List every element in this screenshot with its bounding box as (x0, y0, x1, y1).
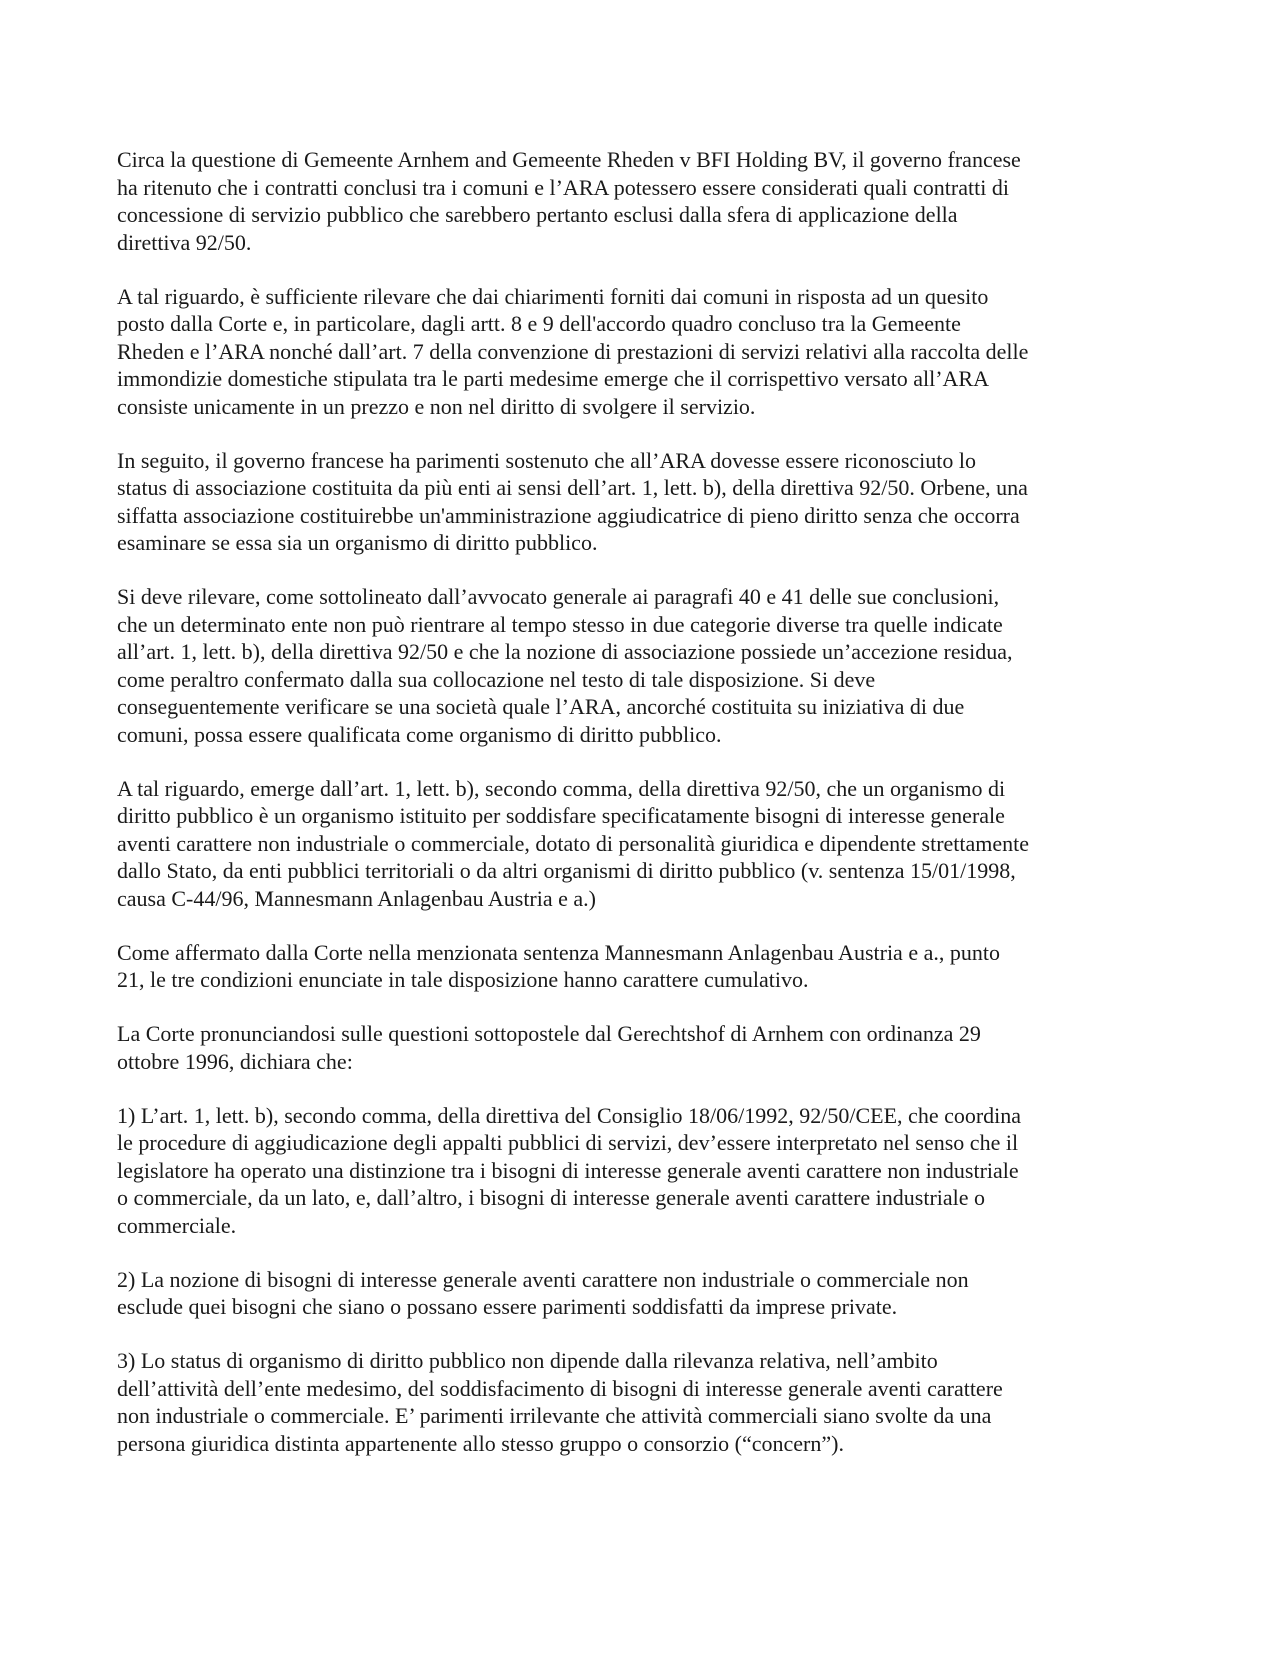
paragraph-7: La Corte pronunciandosi sulle questioni sottopostele dal Gerechtshof di Arnhem con ordinanza 29 ottobre 1996, dichiara che: (117, 1021, 981, 1074)
paragraph-5: A tal riguardo, emerge dall’art. 1, lett. b), secondo comma, della direttiva 92/50, che un organismo di diritto pubblico è un organismo istituito per soddisfare specificatamente bisogni di interesse generale aventi carattere non industriale o commerciale, dotato di personalità giuridica e dipendente strettamente dallo Stato, da enti pubblici territoriali o da altri organismi di diritto pubblico (v. sentenza 15/01/1998, causa C-44/96, Mannesmann Anlagenbau Austria e a.) (117, 775, 1030, 911)
document-page (117, 146, 1169, 1484)
paragraph-4: Si deve rilevare, come sottolineato dall’avvocato generale ai paragrafi 40 e 41 delle sue conclusioni, che un determinato ente non può rientrare al tempo stesso in due categorie diverse tra quelle indicate all’art. 1, lett. b), della direttiva 92/50 e che la nozione di associazione possiede un’accezione residua, come peraltro confermato dalla sua collocazione nel testo di tale disposizione. Si deve conseguentemente verificare se una società quale l’ARA, ancorché costituita su iniziativa di due comuni, possa essere qualificata come organismo di diritto pubblico. (117, 584, 1013, 747)
paragraph-1: Circa la questione di Gemeente Arnhem and Gemeente Rheden v BFI Holding BV, il governo francese ha ritenuto che i contratti conclusi tra i comuni e l’ARA potessero essere considerati quali contratti di concessione di servizio pubblico che sarebbero pertanto esclusi dalla sfera di applicazione della direttiva 92/50. (117, 147, 1021, 255)
paragraph-2: A tal riguardo, è sufficiente rilevare che dai chiarimenti forniti dai comuni in risposta ad un quesito posto dalla Corte e, in particolare, dagli artt. 8 e 9 dell'accordo quadro concluso tra la Gemeente Rheden e l’ARA nonché dall’art. 7 della convenzione di prestazioni di servizi relativi alla raccolta delle immondizie domestiche stipulata tra le parti medesime emerge che il corrispettivo versato all’ARA consiste unicamente in un prezzo e non nel diritto di svolgere il servizio. (117, 283, 1029, 419)
paragraph-9: 2) La nozione di bisogni di interesse generale aventi carattere non industriale o commerciale non esclude quei bisogni che siano o possano essere parimenti soddisfatti da imprese private. (117, 1266, 969, 1319)
paragraph-10: 3) Lo status di organismo di diritto pubblico non dipende dalla rilevanza relativa, nell’ambito dell’attività dell’ente medesimo, del soddisfacimento di bisogni di interesse generale aventi carattere non industriale o commerciale. E’ parimenti irrilevante che attività commerciali siano svolte da una persona giuridica distinta appartenente allo stesso gruppo o consorzio (“concern”). (117, 1348, 1003, 1456)
paragraph-6: Come affermato dalla Corte nella menzionata sentenza Mannesmann Anlagenbau Austria e a., punto 21, le tre condizioni enunciate in tale disposizione hanno carattere cumulativo. (117, 939, 1000, 992)
paragraph-3: In seguito, il governo francese ha parimenti sostenuto che all’ARA dovesse essere riconosciuto lo status di associazione costituita da più enti ai sensi dell’art. 1, lett. b), della direttiva 92/50. Orbene, una siffatta associazione costituirebbe un'amministrazione aggiudicatrice di pieno diritto senza che occorra esaminare se essa sia un organismo di diritto pubblico. (117, 447, 1028, 555)
paragraph-8: 1) L’art. 1, lett. b), secondo comma, della direttiva del Consiglio 18/06/1992, 92/50/CEE, che coordina le procedure di aggiudicazione degli appalti pubblici di servizi, dev’essere interpretato nel senso che il legislatore ha operato una distinzione tra i bisogni di interesse generale aventi carattere non industriale o commerciale, da un lato, e, dall’altro, i bisogni di interesse generale aventi carattere industriale o commerciale. (117, 1102, 1022, 1238)
